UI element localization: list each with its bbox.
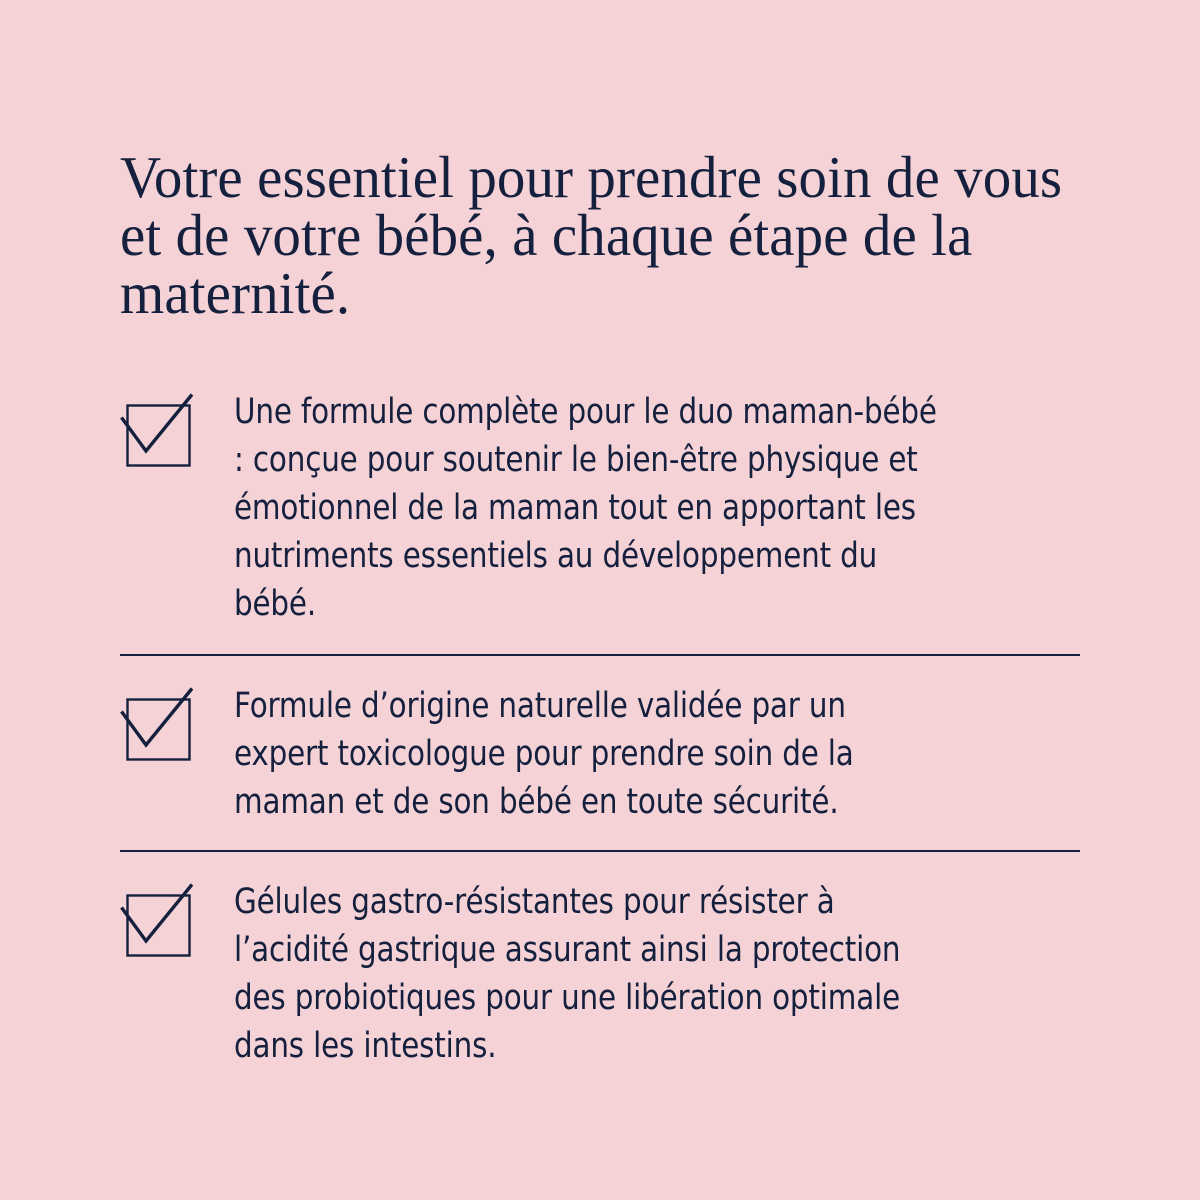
feature-item [120, 656, 1080, 850]
feature-icon-cell [120, 390, 234, 468]
feature-item-label: Gélules gastro-résistantes pour résister à l’acidité gastrique assurant ainsi la protection des probiotiques pour une libération optimale dans les intestins. [234, 882, 901, 1066]
feature-item [120, 852, 1080, 1080]
feature-item-label: Formule d’origine naturelle validée par un expert toxicologue pour prendre soin de la maman et de son bébé en toute sécurité. [234, 686, 854, 822]
checkbox-checked-icon [120, 882, 206, 958]
feature-item [120, 378, 1080, 654]
checkbox-checked-icon [120, 392, 206, 468]
feature-list [120, 378, 1080, 1080]
feature-icon-cell [120, 880, 234, 958]
feature-item-label: Une formule complète pour le duo maman-bébé : conçue pour soutenir le bien-être physique et émotionnel de la maman tout en apportant les nutriments essentiels au développement du bébé. [234, 392, 937, 624]
page-title: Votre essentiel pour prendre soin de vous et de votre bébé, à chaque étape de la maternité. [120, 143, 1063, 326]
feature-icon-cell [120, 684, 234, 762]
checkbox-checked-icon [120, 686, 206, 762]
